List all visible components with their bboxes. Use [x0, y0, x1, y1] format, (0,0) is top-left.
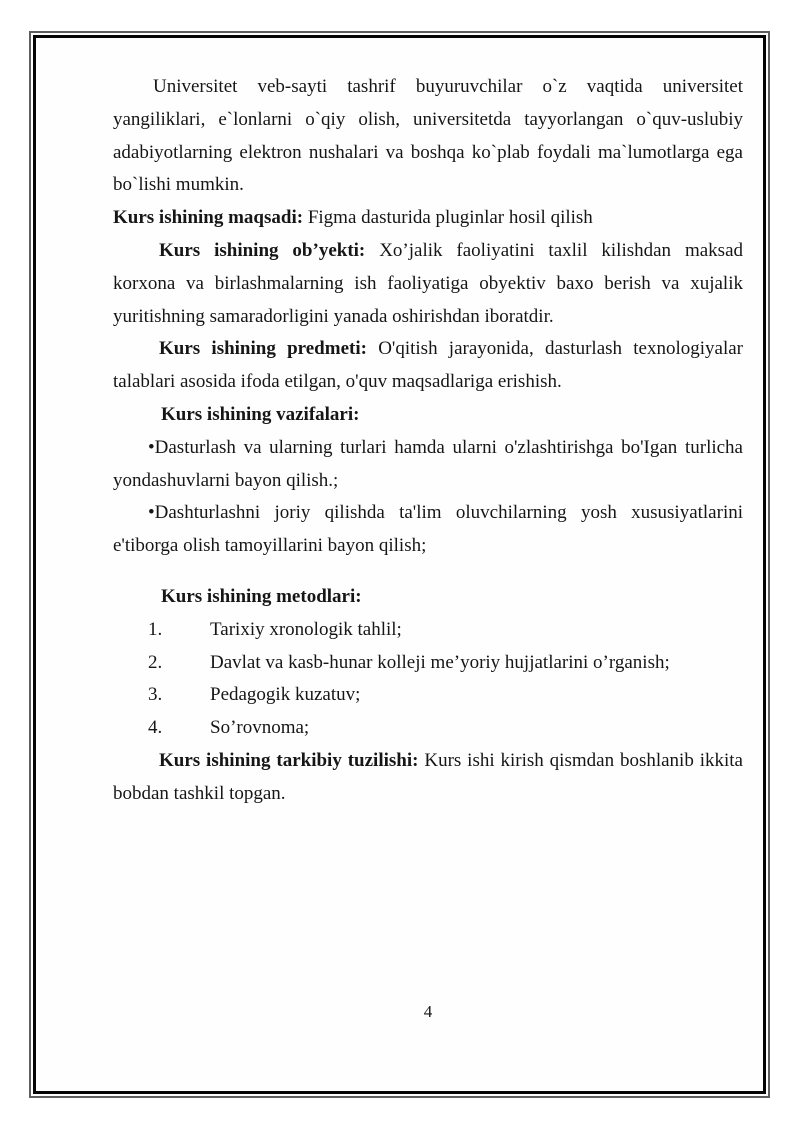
bullet-icon: •	[148, 436, 155, 458]
method-number: 4.	[148, 717, 163, 739]
tarkib-text: Kurs ishi kirish qismdan boshlanib ikkita bobdan tashkil topgan.	[113, 749, 743, 804]
maqsad-text: Figma dasturida pluginlar hosil qilish	[307, 207, 593, 229]
task-item	[113, 432, 743, 498]
method-text: Tarixiy xronologik tahlil;	[210, 618, 402, 640]
method-number: 1.	[148, 618, 163, 640]
document-body	[113, 71, 743, 811]
obyekt-paragraph	[113, 235, 743, 333]
maqsad-label: Kurs ishining maqsadi:	[113, 207, 304, 229]
obyekt-text: Xo’jalik faoliyatini taxlil kilishdan maksad korxona va birlashmalarning ish faoliyatiga obyektiv baxo berish va xujalik yuritishning samaradorligini yanada oshirishdan iboratdir.	[113, 239, 744, 327]
method-number: 2.	[148, 651, 163, 673]
bullet-icon: •	[148, 502, 155, 524]
method-text: So’rovnoma;	[210, 717, 310, 739]
predmet-paragraph	[113, 333, 743, 399]
task-item	[113, 497, 743, 563]
method-text: Pedagogik kuzatuv;	[210, 684, 361, 706]
method-number: 3.	[148, 684, 163, 706]
task-text: Dashturlashni joriy qilishda ta'lim oluvchilarning yosh xususiyatlarini e'tiborga olish tamoyillarini bayon qilish;	[113, 502, 743, 557]
method-item	[113, 647, 743, 680]
obyekt-label: Kurs ishining ob’yekti:	[159, 239, 366, 261]
method-text: Davlat va kasb-hunar kolleji me’yoriy hujjatlarini o’rganish;	[210, 651, 670, 673]
tarkib-label: Kurs ishining tarkibiy tuzilishi:	[159, 749, 419, 771]
maqsad-paragraph	[113, 202, 743, 235]
metodlar-heading: Kurs ishining metodlari:	[161, 585, 362, 607]
method-item	[113, 614, 743, 647]
method-item	[113, 712, 743, 745]
intro-paragraph	[113, 71, 743, 202]
method-item	[113, 679, 743, 712]
predmet-text: O'qitish jarayonida, dasturlash texnologiyalar talablari asosida ifoda etilgan, o'quv maqsadlariga erishish.	[113, 338, 743, 393]
vazifalar-heading: Kurs ishining vazifalari:	[161, 403, 360, 425]
predmet-label: Kurs ishining predmeti:	[159, 338, 367, 360]
page-number: 4	[423, 1002, 433, 1021]
task-text: Dasturlash va ularning turlari hamda ularni o'zlashtirishga bo'Igan turlicha yondashuvlarni bayon qilish.;	[113, 436, 743, 491]
tarkib-paragraph	[113, 745, 743, 811]
intro-text: Universitet veb-sayti tashrif buyuruvchilar o`z vaqtida universitet yangiliklari, e`lonlarni o`qiy olish, universitetda tayyorlangan o`quv-uslubiy adabiyotlarning elektron nushalari va boshqa ko`plab foydali ma`lumotlarga ega bo`lishi mumkin.	[113, 76, 743, 196]
